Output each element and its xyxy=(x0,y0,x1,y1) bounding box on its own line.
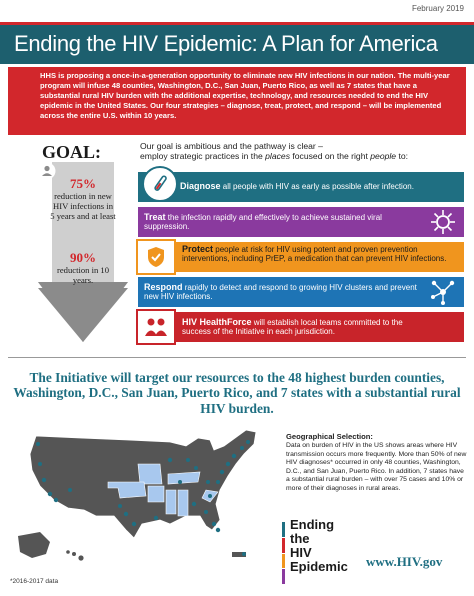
county-marker xyxy=(186,458,190,462)
strategy-respond xyxy=(138,277,464,307)
county-marker xyxy=(246,440,250,444)
county-marker xyxy=(240,446,244,450)
county-marker xyxy=(220,470,224,474)
county-marker xyxy=(216,528,220,532)
stat1-percent: 75% xyxy=(70,176,96,191)
strategy-healthforce-text: HIV HealthForce will establish local teams committed to the success of the Initiative in each jurisdiction. xyxy=(182,317,403,337)
county-marker xyxy=(124,512,128,516)
highlight-arkansas xyxy=(148,486,164,502)
section-divider xyxy=(8,357,466,358)
county-marker xyxy=(194,466,198,470)
stat-90 xyxy=(38,250,128,286)
footnote: *2016-2017 data xyxy=(10,578,59,585)
county-marker xyxy=(68,488,72,492)
goal-description xyxy=(140,141,470,162)
stat2-text: reduction in 10 years. xyxy=(56,265,110,285)
strategy-protect xyxy=(138,242,464,272)
geo-heading: Geographical Selection: xyxy=(286,432,373,441)
stat1-text: reduction in new HIV infections in 5 years and at least xyxy=(50,191,116,221)
stat2-percent: 90% xyxy=(70,250,96,265)
page-title: Ending the HIV Epidemic: A Plan for America xyxy=(14,31,438,56)
ending-hiv-logo xyxy=(282,518,362,590)
county-marker xyxy=(42,478,46,482)
highlight-alabama xyxy=(178,490,188,516)
us-map xyxy=(10,420,272,568)
county-marker xyxy=(118,504,122,508)
county-marker xyxy=(132,522,136,526)
geographical-selection xyxy=(286,432,468,493)
logo-text: Ending the HIV Epidemic xyxy=(290,517,348,575)
county-marker xyxy=(54,498,58,502)
county-marker xyxy=(178,480,182,484)
geo-text: Data on burden of HIV in the US shows areas where HIV transmission occurs more frequently. More than 50% of new HIV diagnoses* occurred in only 48 counties, Washington, D.C., and San Juan, Puerto Rico. In addition, 7 states have a substantial rural burden – with over 75 cases and 10% or more of their diagnoses in rural areas. xyxy=(286,442,467,492)
county-marker xyxy=(212,522,216,526)
strategy-treat xyxy=(138,207,464,237)
highlight-missouri xyxy=(138,464,162,484)
highlight-mississippi xyxy=(166,490,176,514)
puerto-rico xyxy=(232,552,246,557)
goal-arrow xyxy=(38,162,128,358)
initiative-heading: The Initiative will target our resources to the 48 highest burden counties, Washington, D.C., San Juan, Puerto Rico, and 7 states with a substantial rural HIV burden. xyxy=(13,370,461,416)
county-marker xyxy=(232,454,236,458)
goal-desc-line2: employ strategic practices in the places focused on the right people to: xyxy=(140,151,409,162)
county-marker xyxy=(192,502,196,506)
county-marker xyxy=(208,494,212,498)
goal-desc-line1: Our goal is ambitious and the pathway is clear – xyxy=(140,141,323,151)
strategy-healthforce xyxy=(138,312,464,342)
logo-color-bars xyxy=(282,522,285,584)
website-link[interactable]: www.HIV.gov xyxy=(366,554,443,569)
county-marker xyxy=(154,516,158,520)
strategy-diagnose-text: Diagnose all people with HIV as early as possible after infection. xyxy=(180,181,414,191)
strategy-respond-text: Respond rapidly to detect and respond to growing HIV clusters and prevent new HIV infections. xyxy=(144,282,417,302)
highlight-kentucky xyxy=(168,472,200,484)
stat-75 xyxy=(38,176,128,222)
county-marker xyxy=(168,458,172,462)
person-icon xyxy=(38,162,56,180)
hawaii xyxy=(66,550,83,560)
network-icon xyxy=(422,277,464,307)
county-marker xyxy=(204,510,208,514)
goal-label: GOAL: xyxy=(42,142,102,162)
publication-date: February 2019 xyxy=(411,4,464,13)
strategy-diagnose xyxy=(138,172,464,202)
county-marker xyxy=(38,462,42,466)
people-icon xyxy=(136,309,176,345)
title-bar xyxy=(0,22,474,64)
county-marker xyxy=(216,480,220,484)
county-marker xyxy=(36,442,40,446)
test-tube-icon xyxy=(142,166,178,202)
county-marker xyxy=(206,480,210,484)
intro-paragraph: HHS is proposing a once-in-a-generation opportunity to eliminate new HIV infections in our nation. The multi-year program will infuse 48 counties, Washington, D.C., San Juan, Puerto Rico, as well as 7 states that have a substantial rural HIV burden with the additional expertise, technology, and resources needed to end the HIV epidemic in the United States. Our four strategies – diagnose, treat, protect, and respond – will be implemented across the entire U.S. within 10 years. xyxy=(8,67,466,135)
county-marker xyxy=(48,492,52,496)
county-marker xyxy=(226,462,230,466)
virus-icon xyxy=(422,207,464,237)
strategy-protect-text: Protect people at risk for HIV using potent and proven prevention interventions, including PrEP, a medication that can prevent HIV infections. xyxy=(182,244,447,264)
alaska xyxy=(18,532,50,558)
strategy-treat-text: Treat the infection rapidly and effectively to achieve sustained viral suppression. xyxy=(144,212,382,232)
shield-icon xyxy=(136,239,176,275)
